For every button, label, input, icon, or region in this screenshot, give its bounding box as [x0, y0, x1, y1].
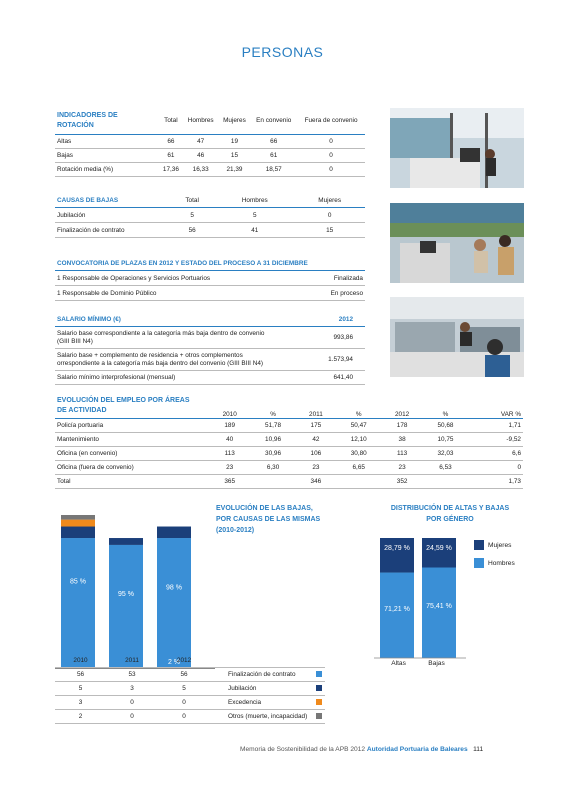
col-header: % [250, 394, 295, 418]
table-row: 1 Responsable de Dominio Público En proceso [55, 286, 365, 301]
legend-swatch [474, 558, 484, 568]
bar-segment [157, 527, 191, 539]
table-row: Rotación media (%) 17,36 16,33 21,39 18,57 0 [55, 162, 365, 176]
causas-bajas-table [55, 194, 365, 238]
bar-segment [61, 520, 95, 527]
office-photo-1-image [390, 108, 524, 188]
bajas-bar-chart [55, 505, 215, 667]
bar-hombres [422, 568, 456, 658]
indicadores-rotacion-table [55, 108, 365, 177]
convocatoria-table [55, 257, 365, 301]
legend-item-hombres: Hombres [474, 555, 515, 573]
col-header: En convenio [250, 108, 297, 134]
bar-segment [61, 538, 95, 667]
year-label: 2010 [73, 657, 88, 664]
col-header: Mujeres [219, 108, 251, 134]
evolucion-empleo-table [55, 394, 523, 489]
col-header: Total [159, 108, 183, 134]
col-header: Hombres [183, 108, 219, 134]
bar-mujeres-label: 24,59 % [426, 545, 452, 552]
office-photo-3-image [390, 297, 524, 377]
page-footer: Memoria de Sostenibilidad de la APB 2012 Autoridad Portuaria de Baleares 111 [240, 746, 484, 753]
table-row: Salario base correspondiente a la categoría más baja dentro de convenio (GIII BIII N4) 993,86 [55, 327, 365, 349]
indicadores-title: INDICADORES DE ROTACIÓN [55, 108, 159, 134]
legend-swatch [474, 540, 484, 550]
legend-swatch [316, 713, 322, 719]
bar-hombres-label: 75,41 % [426, 603, 452, 611]
salario-table [55, 313, 365, 385]
table-row: Altas 66 47 19 66 0 [55, 134, 365, 148]
bar-mujeres [422, 538, 456, 568]
col-header: Total [169, 194, 215, 208]
category-label: Altas [391, 660, 406, 667]
bar-mujeres [380, 538, 414, 573]
table-row: Oficina (fuera de convenio) 23 6,30 23 6,65 23 6,53 0 [55, 460, 523, 474]
col-header: Mujeres [294, 194, 365, 208]
office-photo-3 [390, 297, 524, 377]
genero-categories [380, 660, 456, 667]
table-row: 1 Responsable de Operaciones y Servicios Portuarios Finalizada [55, 271, 365, 286]
legend-swatch [316, 699, 322, 705]
year-label: 2012 [176, 657, 192, 664]
col-header: % [336, 394, 381, 418]
year-label: 2011 [125, 657, 139, 664]
bar-mujeres-label: 28,79 % [384, 545, 410, 552]
col-header: VAR % [468, 394, 523, 418]
bar-segment [109, 538, 143, 545]
bar-hombres-label: 71,21 % [384, 606, 410, 614]
bar-percent-label: 98 % [166, 584, 182, 592]
col-header: 2012 [381, 394, 422, 418]
table-row: Policía portuaria 189 51,78 175 50,47 178 50,68 1,71 [55, 418, 523, 432]
bar-percent-label: 85 % [70, 578, 86, 586]
bar-segment [109, 545, 143, 667]
table-row: 5 3 5 Jubilación [55, 682, 325, 696]
salario-year: 2012 [317, 313, 365, 327]
table-row: Mantenimiento 40 10,96 42 12,10 38 10,75 -9,52 [55, 432, 523, 446]
table-row: Total 365 346 352 1,73 [55, 474, 523, 488]
salario-title: SALARIO MÍNIMO (€) [55, 313, 317, 327]
legend-swatch [316, 671, 322, 677]
page-number: 111 [473, 746, 484, 753]
bar-bottom-label: 2 % [167, 659, 181, 666]
bar-segment [157, 538, 191, 667]
table-row: Finalización de contrato 56 41 15 [55, 223, 365, 238]
table-row: Salario mínimo interprofesional (mensual) 641,40 [55, 371, 365, 385]
bar-segment [61, 515, 95, 520]
table-row: 56 53 56 Finalización de contrato [55, 668, 325, 682]
table-row: Bajas 61 46 15 61 0 [55, 148, 365, 162]
table-row: 3 0 0 Excedencia [55, 696, 325, 710]
legend-swatch [316, 685, 322, 691]
col-header: Hombres [215, 194, 294, 208]
table-row: Salario base + complemento de residencia + otros complementos orrespondiente a la categoría más baja dentro del convenio (GIII BIII N4) 1.573,94 [55, 349, 365, 371]
bar-segment [61, 527, 95, 539]
bar-hombres [380, 573, 414, 658]
bar-percent-label: 95 % [118, 591, 134, 599]
col-header: Fuera de convenio [297, 108, 365, 134]
col-header: % [423, 394, 468, 418]
col-header: 2011 [296, 394, 336, 418]
office-photo-2 [390, 203, 524, 283]
genero-chart-title: DISTRIBUCIÓN DE ALTAS Y BAJAS POR GÉNERO [390, 505, 510, 523]
office-photo-2-image [390, 203, 524, 283]
page-title: PERSONAS [241, 44, 324, 60]
evolucion-title: EVOLUCIÓN DEL EMPLEO POR ÁREAS DE ACTIVIDAD [55, 394, 209, 418]
genero-legend [474, 537, 515, 573]
office-photo-1 [390, 108, 524, 188]
convocatoria-title: CONVOCATORIA DE PLAZAS EN 2012 Y ESTADO DEL PROCESO A 31 DICIEMBRE [55, 257, 365, 271]
category-label: Bajas [428, 660, 445, 667]
bajas-chart-title: EVOLUCIÓN DE LAS BAJAS, POR CAUSAS DE LAS MISMAS (2010-2012) [216, 505, 321, 534]
bajas-data-table [55, 654, 325, 724]
table-row: Jubilación 5 5 0 [55, 208, 365, 223]
legend-item-mujeres: Mujeres [474, 537, 515, 555]
table-row: 2 0 0 Otros (muerte, incapacidad) [55, 710, 325, 724]
causas-title: CAUSAS DE BAJAS [55, 194, 169, 208]
table-row: Oficina (en convenio) 113 30,96 106 30,80 113 32,03 6,6 [55, 446, 523, 460]
col-header: 2010 [209, 394, 250, 418]
